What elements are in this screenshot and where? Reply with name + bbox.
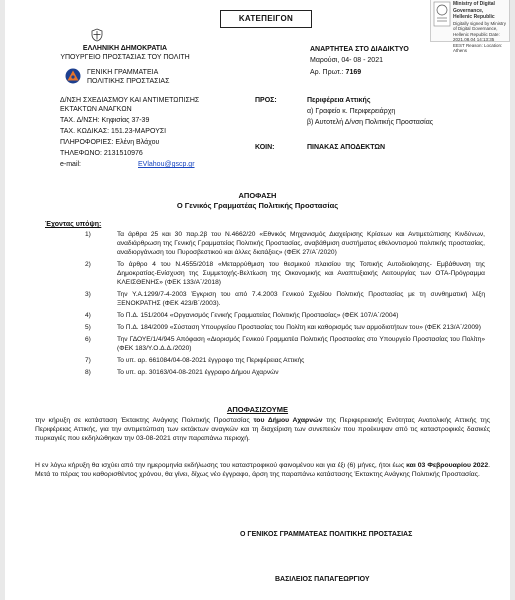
considering-item-text: Το άρθρο 4 του Ν.4555/2018 «Μεταρρύθμιση του θεσμικού πλαισίου της Τοπικής Αυτοδιοίκησης- Εμβάθυνση της Δημοκρατίας-Ενίσχυση της Συμμετοχής-Βελτίωση της Οικονομικής και Αναπτυξιακής Λειτουργίας των ΟΤΑ-Πρόγραμμα ΚΛΕΙΣΘΕΝΗΣ» (ΦΕΚ 133/Α΄/2018) [117,261,485,286]
considering-item-number: 6) [85,336,91,343]
considering-item-number: 3) [85,291,91,298]
decision-author: Ο Γενικός Γραμματέας Πολιτικής Προστασίας [176,201,339,210]
to-item-a: α) Γραφείο κ. Περιφερειάρχη [307,108,396,115]
document-page [5,0,510,600]
to-label: ΠΡΟΣ: [255,97,277,104]
considering-item [45,368,485,377]
sender-directorate-1: Δ/ΝΣΗ ΣΧΕΔΙΑΣΜΟΥ ΚΑΙ ΑΝΤΙΜΕΤΩΠΙΣΗΣ [60,97,200,104]
to-item-b: β) Αυτοτελή Δ/νση Πολιτικής Προστασίας [307,119,434,126]
considering-item [45,311,485,320]
considering-item-text: Το Π.Δ. 184/2009 «Σύσταση Υπουργείου Προστασίας του Πολίτη και καθορισμός των αρμοδιοτήτων του» (ΦΕΚ 213/Α΄/2009) [117,324,481,331]
considering-item-number: 4) [85,312,91,319]
posted-online-label: ΑΝΑΡΤΗΤΕΑ ΣΤΟ ΔΙΑΔΙΚΤΥΟ [310,46,409,53]
signatory-name: ΒΑΣΙΛΕΙΟΣ ΠΑΠΑΓΕΩΡΓΙΟΥ [275,576,370,583]
considering-item-text: Το υπ. αρ. 30163/04-08-2021 έγγραφο Δήμου Αχαρνών [117,369,279,376]
considering-item-number: 5) [85,324,91,331]
decision-paragraph-2: Η εν λόγω κήρυξη θα ισχύει από την ημερομηνία εκδήλωσης του καταστροφικού φαινομένου και για έξι (6) μήνες, ήτοι έως και 03 Φεβρουαρίου 2022. Μετά το πέρας του καθορισθέντος χρόνου, θα γίνει, δίχως νέο έγγραφο, άρση της παραπάνω κατάστασης Έκτακτης Ανάγκης Πολιτικής Προστασίας. [35,462,490,478]
considering-item [45,230,485,257]
considering-item-text: Την Υ.Α.1299/7-4-2003 Έγκριση του από 7.4.2003 Γενικού Σχεδίου Πολιτικής Προστασίας με τη συνθηματική λέξη ΞΕΝΟΚΡΑΤΗΣ (ΦΕΚ 423/Β΄/2003). [117,291,485,307]
signature-seal-icon [433,1,451,27]
secretariat-line-1: ΓΕΝΙΚΗ ΓΡΑΜΜΑΤΕΙΑ [87,69,159,76]
considering-item-text: Το Π.Δ. 151/2004 «Οργανισμός Γενικής Γραμματείας Πολιτικής Προστασίας» (ΦΕΚ 107/Α΄/2004) [117,312,399,319]
sender-phone: ΤΗΛΕΦΩΝΟ: 2131510976 [60,150,143,157]
considering-item-text: Το υπ. αρ. 661084/04-08-2021 έγγραφο της Περιφέρειας Αττικής [117,357,305,364]
sender-email-link[interactable]: EVlahou@gscp.gr [138,161,195,168]
signatory-role: Ο ΓΕΝΙΚΟΣ ΓΡΑΜΜΑΤΕΑΣ ΠΟΛΙΤΙΚΗΣ ΠΡΟΣΤΑΣΙΑΣ [240,531,413,538]
considering-item [45,356,485,365]
considering-item [45,260,485,287]
digital-signature-stamp [430,0,510,53]
ministry-name: ΥΠΟΥΡΓΕΙΟ ΠΡΟΣΤΑΣΙΑΣ ΤΟΥ ΠΟΛΙΤΗ [60,54,190,61]
considering-item-text: Τα άρθρα 25 και 30 παρ.2β του Ν.4662/20 «Εθνικός Μηχανισμός Διαχείρισης Κρίσεων και Αντιμετώπισης Κινδύνων, αναδιάρθρωση της Γενικής Γραμματείας Πολιτικής Προστασίας, αναβάθμιση συστήματος εθελοντισμού πολιτικής προστασίας, αναδιοργάνωση του Πυροσβεστικού και άλλες διατάξεις» (ΦΕΚ 27/Α΄/2020) [117,231,485,256]
considering-item [45,290,485,308]
greek-emblem-icon [90,28,104,42]
signature-text: Ministry of Digital Governance, Hellenic Republic Digitally signed by Ministry of Digital Governance, Hellenic Republic Date: 2021.08.04 14:13:35 EEST Reason: Location: Athens [453,1,507,53]
cc-label: ΚΟΙΝ: [255,144,275,151]
considering-item-text: Την ΓΔΟΥΕ/1/4/945 Απόφαση «Διορισμός Γενικού Γραμματέα Πολιτικής Προστασίας στο Υπουργείο Προστασίας του Πολίτη» (ΦΕΚ 183/Υ.Ο.Δ.Δ./2020) [117,336,485,352]
considering-heading: Έχοντας υπόψη: [45,221,102,228]
sender-email-label: e-mail: [60,161,82,168]
considering-item-number: 2) [85,261,91,268]
decision-paragraph-1: την κήρυξη σε κατάσταση Έκτακτης Ανάγκης Πολιτικής Προστασίας του Δήμου Αχαρνών της Περιφερειακής Ενότητας Ανατολικής Αττικής της Περιφέρειας Αττικής, για την αντιμετώπιση των εκτάκτων αναγκών και τη διαχείριση των συνεπειών που προέκυψαν από τις καταστροφικές δασικές πυρκαγιές που εκδηλώθηκαν την 03-08-2021 στην παραπάνω περιοχή. [35,417,490,442]
considering-item-number: 1) [85,231,91,238]
considering-item-number: 7) [85,357,91,364]
protocol-number: Αρ. Πρωτ.: 7169 [310,69,362,76]
considering-item [45,323,485,332]
decision-title: ΑΠΟΦΑΣΗ [238,191,277,200]
sender-address: ΤΑΧ. Δ/ΝΣΗ: Κηφισίας 37-39 [60,117,150,124]
civil-protection-logo-icon [65,68,81,84]
cc-value: ΠΙΝΑΚΑΣ ΑΠΟΔΕΚΤΩΝ [307,144,386,151]
considering-item-number: 8) [85,369,91,376]
considering-list [45,230,485,380]
considering-item [45,335,485,353]
country-name: ΕΛΛΗΝΙΚΗ ΔΗΜΟΚΡΑΤΙΑ [82,45,168,52]
urgent-label: ΚΑΤΕΠΕΙΓΟΝ [220,10,312,28]
we-decide-heading: ΑΠΟΦΑΣΙΖΟΥΜΕ [226,405,289,414]
place-date: Μαρούσι, 04- 08 - 2021 [310,57,383,64]
secretariat-line-2: ΠΟΛΙΤΙΚΗΣ ΠΡΟΣΤΑΣΙΑΣ [87,78,170,85]
sender-info: ΠΛΗΡΟΦΟΡΙΕΣ: Ελένη Βλάχου [60,139,160,146]
sender-directorate-2: ΕΚΤΑΚΤΩΝ ΑΝΑΓΚΩΝ [60,106,132,113]
sender-postcode: ΤΑΧ. ΚΩΔΙΚΑΣ: 151.23-ΜΑΡΟΥΣΙ [60,128,167,135]
to-main: Περιφέρεια Αττικής [307,97,371,104]
